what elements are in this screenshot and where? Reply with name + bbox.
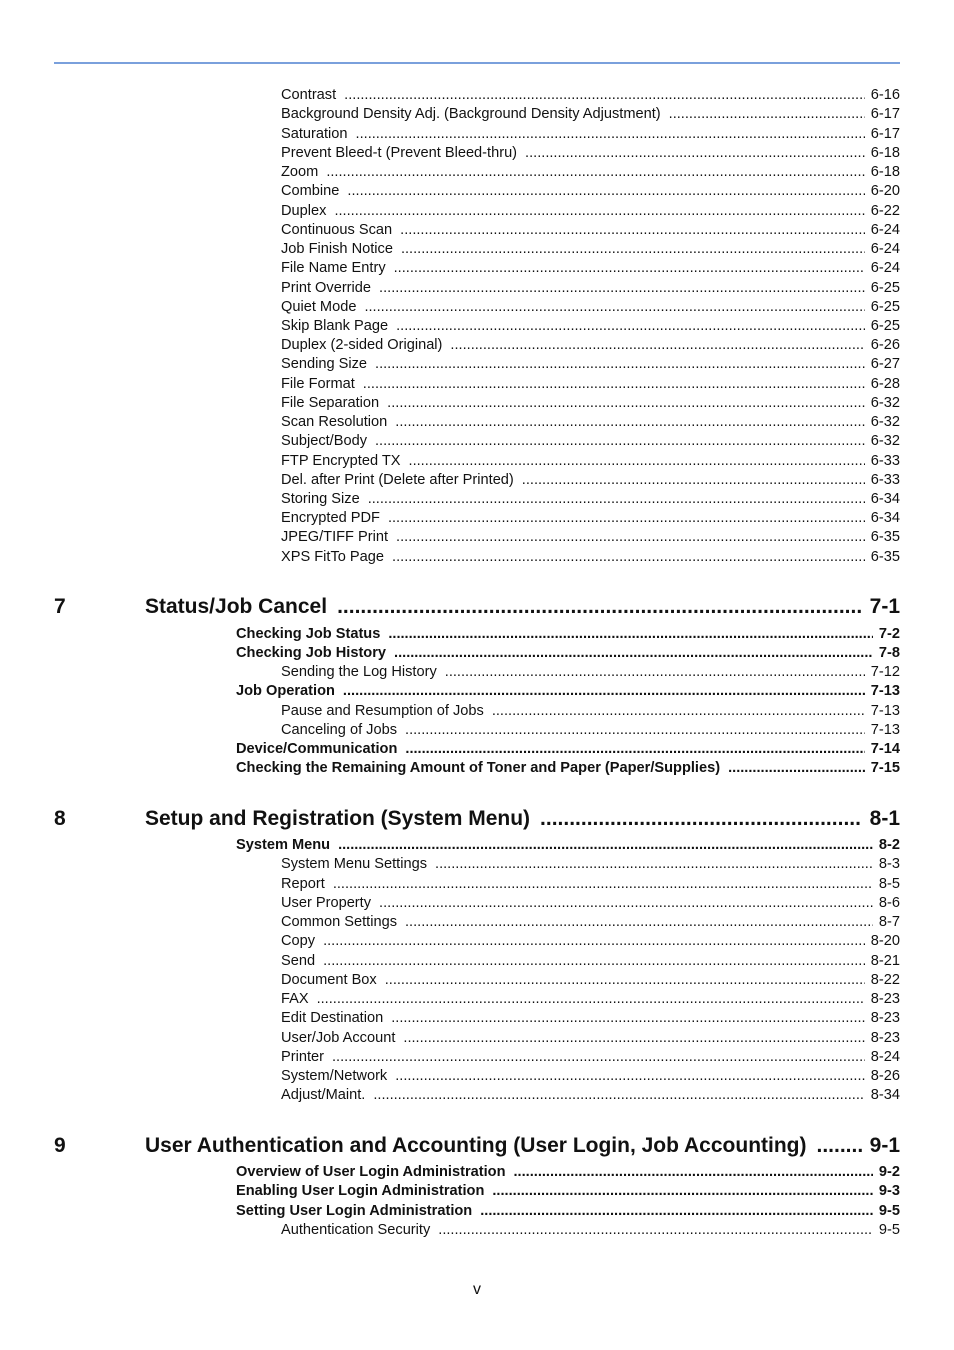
toc-entry-label: User Property <box>281 895 372 911</box>
chapter-heading[interactable] <box>145 806 900 832</box>
toc-entry-label: Authentication Security <box>281 1222 431 1238</box>
toc-entry[interactable] <box>281 432 900 451</box>
toc-entry-label: File Separation <box>281 395 380 411</box>
dot-leader <box>817 1133 862 1159</box>
toc-entry-label: Background Density Adj. (Background Density Adjustment) <box>281 106 661 122</box>
dot-leader <box>373 1086 864 1105</box>
toc-entry-page: 7-12 <box>870 664 900 680</box>
toc-entry[interactable] <box>281 144 900 163</box>
toc-entry-page: 8-3 <box>878 856 900 872</box>
chapter-page: 9-1 <box>869 1134 900 1157</box>
toc-entry-page: 6-33 <box>870 453 900 469</box>
toc-entry[interactable] <box>281 125 900 144</box>
toc-entry[interactable] <box>281 913 900 932</box>
dot-leader <box>394 644 873 663</box>
toc-entry-label: File Name Entry <box>281 260 386 276</box>
header-rule <box>54 62 900 64</box>
toc-section[interactable] <box>236 644 900 663</box>
toc-section-page: 9-2 <box>878 1164 900 1180</box>
toc-entry[interactable] <box>281 990 900 1009</box>
toc-entry-label: Copy <box>281 933 316 949</box>
dot-leader <box>317 990 865 1009</box>
chapter-page: 7-1 <box>869 595 900 618</box>
toc-entry[interactable] <box>281 336 900 355</box>
toc-section-page: 7-13 <box>870 683 900 699</box>
toc-entry-page: 6-32 <box>870 395 900 411</box>
toc-entry-page: 9-5 <box>878 1222 900 1238</box>
toc-entry[interactable] <box>281 663 900 682</box>
toc-entry[interactable] <box>281 452 900 471</box>
dot-leader <box>435 855 873 874</box>
toc-entry-page: 8-23 <box>870 1030 900 1046</box>
dot-leader <box>332 1048 865 1067</box>
toc-entry[interactable] <box>281 240 900 259</box>
dot-leader <box>375 432 865 451</box>
dot-leader <box>514 1163 873 1182</box>
toc-entry-label: Prevent Bleed-t (Prevent Bleed-thru) <box>281 145 518 161</box>
toc-entry[interactable] <box>281 855 900 874</box>
dot-leader <box>392 548 865 567</box>
toc-entry-page: 6-32 <box>870 433 900 449</box>
toc-entry-page: 8-23 <box>870 1010 900 1026</box>
toc-entry-page: 6-17 <box>870 106 900 122</box>
toc-entry[interactable] <box>281 971 900 990</box>
toc-entry-label: Skip Blank Page <box>281 318 389 334</box>
dot-leader <box>387 394 865 413</box>
toc-entry[interactable] <box>281 355 900 374</box>
toc-entry-label: User/Job Account <box>281 1030 396 1046</box>
toc-section-label: Enabling User Login Administration <box>236 1183 485 1199</box>
toc-entry-page: 6-24 <box>870 241 900 257</box>
dot-leader <box>337 594 862 620</box>
toc-section-page: 7-2 <box>878 626 900 642</box>
toc-entry-page: 8-20 <box>870 933 900 949</box>
dot-leader <box>405 740 864 759</box>
toc-section-page: 9-3 <box>878 1183 900 1199</box>
chapter-heading[interactable] <box>145 594 900 620</box>
toc-entry-label: Sending the Log History <box>281 664 437 680</box>
toc-entry[interactable] <box>281 202 900 221</box>
dot-leader <box>445 663 865 682</box>
dot-leader <box>400 221 865 240</box>
dot-leader <box>492 702 865 721</box>
toc-entry-page: 8-23 <box>870 991 900 1007</box>
toc-entry[interactable] <box>281 548 900 567</box>
toc-entry[interactable] <box>281 259 900 278</box>
toc-entry-page: 6-25 <box>870 280 900 296</box>
toc-entry-page: 6-34 <box>870 491 900 507</box>
dot-leader <box>525 144 865 163</box>
toc-entry-page: 6-18 <box>870 164 900 180</box>
toc-entry-label: Duplex <box>281 203 327 219</box>
dot-leader <box>401 240 865 259</box>
chapter-heading[interactable] <box>145 1133 900 1159</box>
dot-leader <box>396 317 865 336</box>
toc-entry-page: 6-34 <box>870 510 900 526</box>
toc-entry-page: 6-24 <box>870 222 900 238</box>
toc-entry-label: Printer <box>281 1049 324 1065</box>
toc-entry-page: 6-20 <box>870 183 900 199</box>
toc-entry-label: Canceling of Jobs <box>281 722 398 738</box>
dot-leader <box>363 375 865 394</box>
toc-entry-label: Combine <box>281 183 340 199</box>
toc-entry[interactable] <box>281 1086 900 1105</box>
toc-entry[interactable] <box>281 952 900 971</box>
toc-entry-label: Quiet Mode <box>281 299 357 315</box>
dot-leader <box>438 1221 873 1240</box>
toc-entry-label: System Menu Settings <box>281 856 428 872</box>
chapter-number: 8 <box>54 807 66 830</box>
dot-leader <box>388 509 865 528</box>
toc-entry-page: 6-32 <box>870 414 900 430</box>
toc-entry-page: 6-26 <box>870 337 900 353</box>
dot-leader <box>323 932 865 951</box>
chapter-number: 9 <box>54 1134 66 1157</box>
dot-leader <box>368 490 865 509</box>
toc-entry-label: JPEG/TIFF Print <box>281 529 389 545</box>
toc-entry[interactable] <box>281 471 900 490</box>
dot-leader <box>326 163 864 182</box>
dot-leader <box>385 971 865 990</box>
dot-leader <box>450 336 864 355</box>
toc-entry-label: Document Box <box>281 972 377 988</box>
toc-entry[interactable] <box>281 875 900 894</box>
toc-section-page: 7-8 <box>878 645 900 661</box>
dot-leader <box>334 202 864 221</box>
toc-entry[interactable] <box>281 1067 900 1086</box>
toc-entry[interactable] <box>281 1029 900 1048</box>
toc-section[interactable] <box>236 1202 900 1221</box>
toc-section-page: 9-5 <box>878 1203 900 1219</box>
toc-section[interactable] <box>236 1182 900 1201</box>
toc-entry-page: 8-21 <box>870 953 900 969</box>
toc-entry-label: Report <box>281 876 325 892</box>
toc-entry-label: Zoom <box>281 164 319 180</box>
toc-entry-label: Contrast <box>281 87 337 103</box>
toc-entry-page: 6-35 <box>870 549 900 565</box>
toc-entry-page: 8-6 <box>878 895 900 911</box>
toc-entry-label: Storing Size <box>281 491 360 507</box>
toc-section[interactable] <box>236 740 900 759</box>
toc-section-page: 8-2 <box>878 837 900 853</box>
toc-entry[interactable] <box>281 413 900 432</box>
dot-leader <box>323 952 865 971</box>
toc-entry-page: 6-28 <box>870 376 900 392</box>
dot-leader <box>333 875 873 894</box>
toc-entry-label: FAX <box>281 991 309 1007</box>
toc-entry-label: Duplex (2-sided Original) <box>281 337 443 353</box>
dot-leader <box>396 528 865 547</box>
toc-entry-page: 7-13 <box>870 703 900 719</box>
toc-entry[interactable] <box>281 375 900 394</box>
toc-entry-page: 8-5 <box>878 876 900 892</box>
dot-leader <box>669 105 865 124</box>
dot-leader <box>364 298 864 317</box>
toc-entry[interactable] <box>281 298 900 317</box>
toc-entry-label: Saturation <box>281 126 348 142</box>
toc-entry-label: Del. after Print (Delete after Printed) <box>281 472 514 488</box>
toc-entry-label: Job Finish Notice <box>281 241 393 257</box>
dot-leader <box>540 806 862 832</box>
toc-entry[interactable] <box>281 86 900 105</box>
dot-leader <box>492 1182 873 1201</box>
toc-entry[interactable] <box>281 1009 900 1028</box>
dot-leader <box>338 836 873 855</box>
dot-leader <box>480 1202 873 1221</box>
toc-entry-page: 6-25 <box>870 318 900 334</box>
toc-section-label: Job Operation <box>236 683 335 699</box>
dot-leader <box>379 894 873 913</box>
toc-section[interactable] <box>236 682 900 701</box>
toc-section-page: 7-15 <box>870 760 900 776</box>
toc-entry-page: 6-25 <box>870 299 900 315</box>
dot-leader <box>391 1009 865 1028</box>
toc-entry-label: Edit Destination <box>281 1010 384 1026</box>
toc-entry[interactable] <box>281 317 900 336</box>
toc-section-label: Overview of User Login Administration <box>236 1164 506 1180</box>
dot-leader <box>405 721 865 740</box>
toc-entry-label: File Format <box>281 376 355 392</box>
toc-section-label: Checking Job History <box>236 645 387 661</box>
toc-entry[interactable] <box>281 394 900 413</box>
dot-leader <box>728 759 865 778</box>
chapter-title: Status/Job Cancel <box>145 595 328 618</box>
toc-entry-label: Sending Size <box>281 356 368 372</box>
toc-entry-page: 6-24 <box>870 260 900 276</box>
toc-entry-label: Print Override <box>281 280 372 296</box>
toc-entry-page: 6-22 <box>870 203 900 219</box>
toc-section[interactable] <box>236 836 900 855</box>
toc-entry-page: 6-35 <box>870 529 900 545</box>
toc-entry[interactable] <box>281 932 900 951</box>
toc-entry[interactable] <box>281 163 900 182</box>
dot-leader <box>379 279 865 298</box>
toc-entry-page: 7-13 <box>870 722 900 738</box>
toc-entry-label: Common Settings <box>281 914 397 930</box>
toc-entry-label: Pause and Resumption of Jobs <box>281 703 484 719</box>
toc-entry[interactable] <box>281 279 900 298</box>
toc-entry-label: Send <box>281 953 316 969</box>
toc-entry-page: 8-34 <box>870 1087 900 1103</box>
chapter-title: Setup and Registration (System Menu) <box>145 807 531 830</box>
toc-entry[interactable] <box>281 182 900 201</box>
toc-entry[interactable] <box>281 1221 900 1240</box>
dot-leader <box>395 1067 865 1086</box>
dot-leader <box>375 355 865 374</box>
toc-entry[interactable] <box>281 509 900 528</box>
page-number: v <box>473 1281 481 1298</box>
toc-entry-page: 6-17 <box>870 126 900 142</box>
toc-entry[interactable] <box>281 490 900 509</box>
toc-entry[interactable] <box>281 894 900 913</box>
dot-leader <box>343 682 865 701</box>
dot-leader <box>344 86 865 105</box>
dot-leader <box>409 452 865 471</box>
toc-entry-label: XPS FitTo Page <box>281 549 385 565</box>
toc-entry[interactable] <box>281 105 900 124</box>
dot-leader <box>356 125 865 144</box>
toc-section-label: Setting User Login Administration <box>236 1203 473 1219</box>
dot-leader <box>403 1029 864 1048</box>
toc-entry-label: Encrypted PDF <box>281 510 380 526</box>
toc-entry-label: Continuous Scan <box>281 222 393 238</box>
dot-leader <box>405 913 873 932</box>
toc-entry-label: Scan Resolution <box>281 414 388 430</box>
dot-leader <box>347 182 864 201</box>
toc-entry-page: 8-26 <box>870 1068 900 1084</box>
chapter-title: User Authentication and Accounting (User Login, Job Accounting) <box>145 1134 807 1157</box>
toc-entry-label: Adjust/Maint. <box>281 1087 366 1103</box>
toc-entry[interactable] <box>281 221 900 240</box>
toc-entry-page: 6-16 <box>870 87 900 103</box>
toc-section-label: System Menu <box>236 837 331 853</box>
toc-entry-page: 6-33 <box>870 472 900 488</box>
toc-entry[interactable] <box>281 702 900 721</box>
toc-section-label: Checking the Remaining Amount of Toner and Paper (Paper/Supplies) <box>236 760 721 776</box>
toc-entry[interactable] <box>281 528 900 547</box>
toc-entry-label: Subject/Body <box>281 433 367 449</box>
toc-section[interactable] <box>236 625 900 644</box>
dot-leader <box>522 471 865 490</box>
toc-entry-label: System/Network <box>281 1068 388 1084</box>
dot-leader <box>395 413 865 432</box>
toc-entry[interactable] <box>281 721 900 740</box>
toc-entry-page: 8-24 <box>870 1049 900 1065</box>
toc-entry[interactable] <box>281 1048 900 1067</box>
toc-section-label: Device/Communication <box>236 741 398 757</box>
toc-section-label: Checking Job Status <box>236 626 381 642</box>
toc-entry-page: 6-27 <box>870 356 900 372</box>
dot-leader <box>388 625 873 644</box>
toc-entry-page: 8-22 <box>870 972 900 988</box>
toc-entry-label: FTP Encrypted TX <box>281 453 401 469</box>
toc-entry-page: 8-7 <box>878 914 900 930</box>
toc-section-page: 7-14 <box>870 741 900 757</box>
toc-section[interactable] <box>236 1163 900 1182</box>
chapter-page: 8-1 <box>869 807 900 830</box>
dot-leader <box>394 259 865 278</box>
toc-section[interactable] <box>236 759 900 778</box>
toc-entry-page: 6-18 <box>870 145 900 161</box>
chapter-number: 7 <box>54 595 66 618</box>
